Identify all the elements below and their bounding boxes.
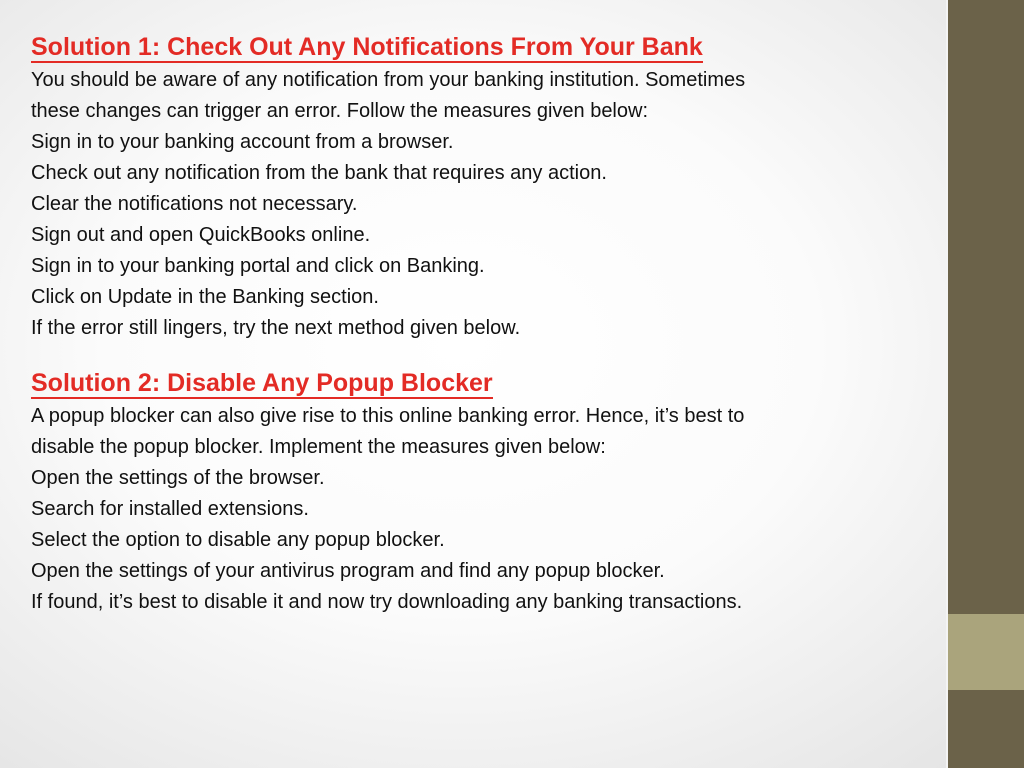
solution-2-heading (31, 366, 936, 401)
solution-1-step: Sign out and open QuickBooks online. (31, 224, 371, 246)
solution-2-line: A popup blocker can also give rise to this online banking error. Hence, it’s best to (31, 405, 745, 427)
solution-1-step: If the error still lingers, try the next method given below. (31, 317, 521, 339)
solution-1-heading-text: Solution 1: Check Out Any Notifications From Your Bank (31, 33, 703, 61)
solution-1-step: Clear the notifications not necessary. (31, 193, 358, 215)
section-spacer (31, 344, 936, 366)
solution-1-line: these changes can trigger an error. Follow the measures given below: (31, 100, 649, 122)
solution-2-step: Open the settings of your antivirus program and find any popup blocker. (31, 560, 665, 582)
solution-2-step: Search for installed extensions. (31, 498, 309, 520)
solution-1-line: You should be aware of any notification from your banking institution. Sometimes (31, 69, 746, 91)
slide-content (31, 30, 936, 618)
solution-1-step: Check out any notification from the bank that requires any action. (31, 162, 607, 184)
solution-1-step: Sign in to your banking portal and click on Banking. (31, 255, 485, 277)
solution-2-step: Select the option to disable any popup blocker. (31, 529, 445, 551)
solution-2-step: Open the settings of the browser. (31, 467, 325, 489)
side-bar-accent-block (948, 614, 1024, 690)
solution-1-heading (31, 30, 936, 65)
solution-1-step: Click on Update in the Banking section. (31, 286, 379, 308)
solution-2-line: disable the popup blocker. Implement the measures given below: (31, 436, 606, 458)
solution-2-heading-text: Solution 2: Disable Any Popup Blocker (31, 369, 493, 397)
solution-1-step: Sign in to your banking account from a browser. (31, 131, 454, 153)
solution-2-step: If found, it’s best to disable it and now try downloading any banking transactions. (31, 591, 743, 613)
